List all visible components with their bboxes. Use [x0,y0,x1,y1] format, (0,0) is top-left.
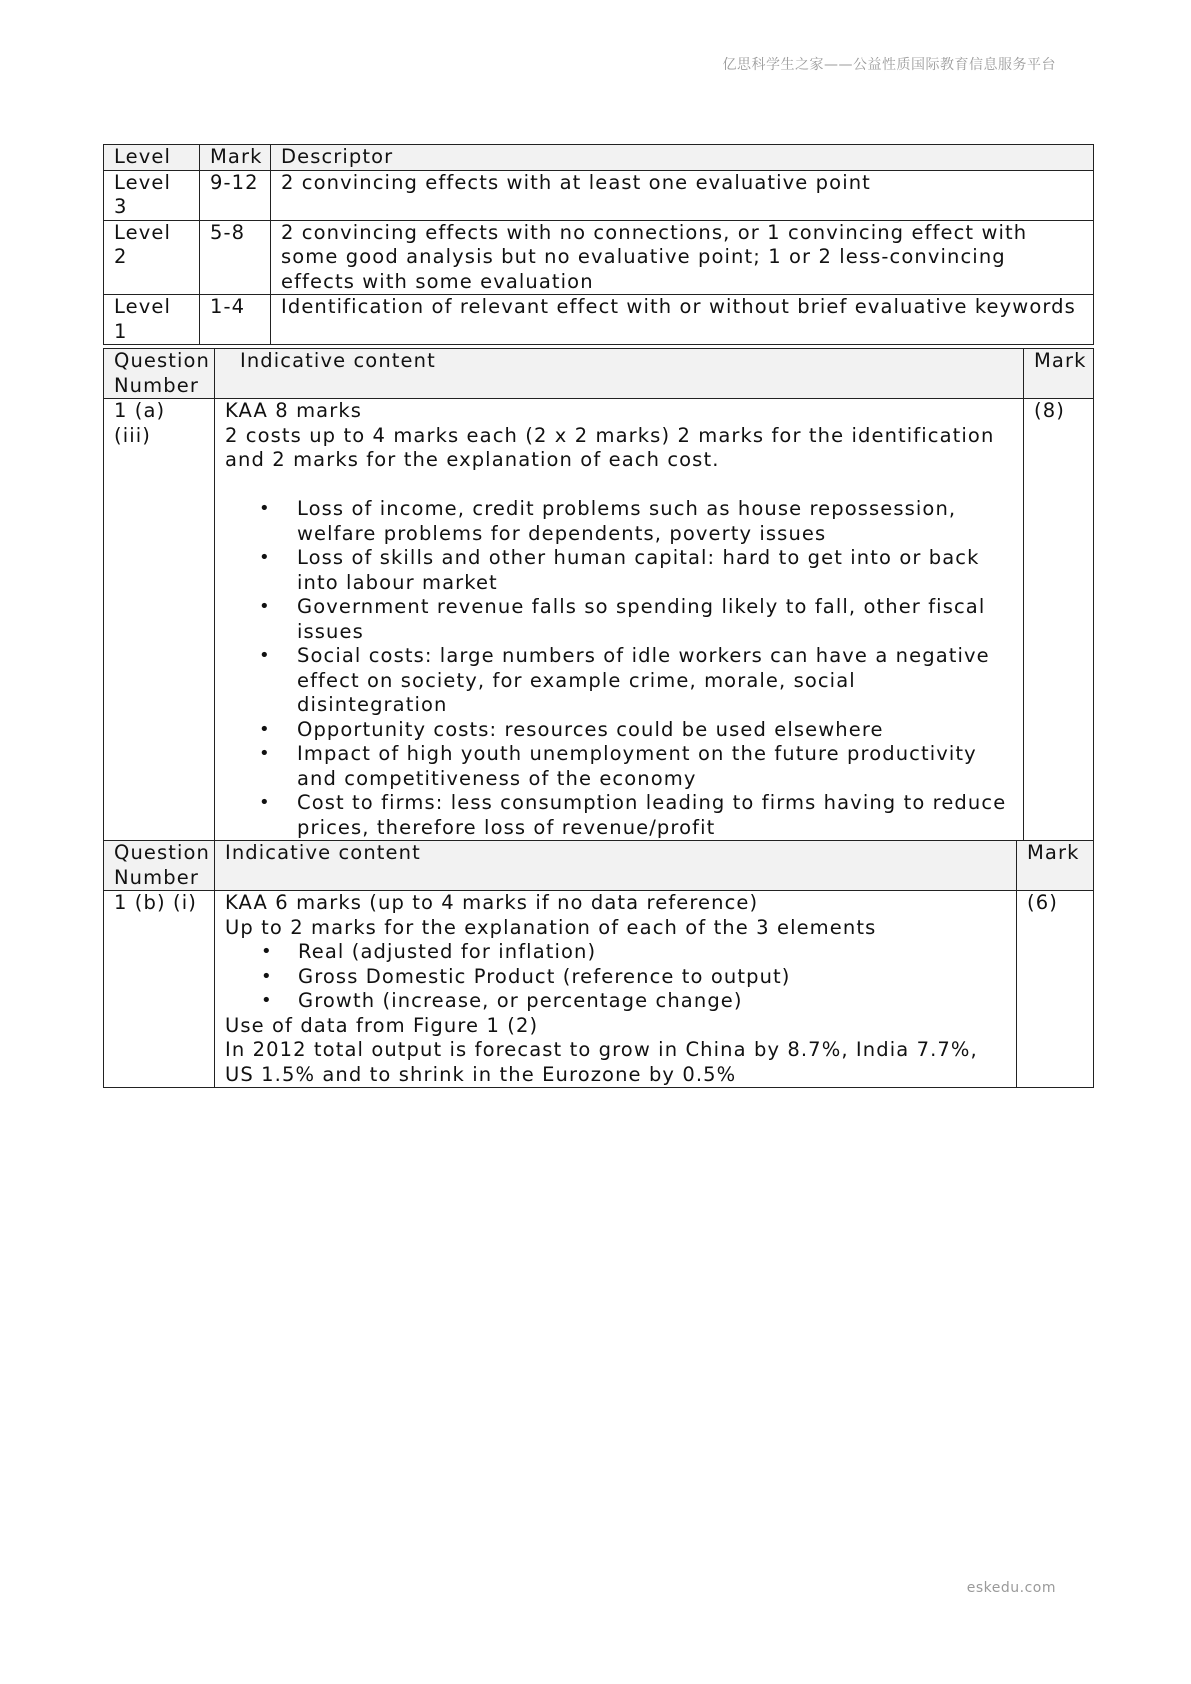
levels-header-descriptor: Descriptor [271,145,1094,171]
list-item: • Social costs: large numbers of idle workers can have a negative effect on society, for example crime, morale, social disintegration [225,644,1013,718]
list-item: • Loss of skills and other human capital: hard to get into or back into labour market [225,546,1013,595]
descriptor-cell: 2 convincing effects with no connections, or 1 convincing effect with some good analysis but no evaluative point; 1 or 2 less-convincing effects with some evaluation [271,220,1094,295]
q1b-mark: (6) [1017,891,1094,1088]
mark-range-cell: 1-4 [200,295,271,345]
q1b-content [215,891,1017,1088]
q1a-body-row [104,399,1094,841]
table-row [104,170,1094,220]
q1a-line2: 2 costs up to 4 marks each (2 x 2 marks) 2 marks for the identification and 2 marks for the explanation of each cost. [225,423,995,471]
q1a-header-content: Indicative content [215,349,1024,399]
spacer [225,473,1013,498]
table-row [104,295,1094,345]
header-note: 亿思科学生之家——公益性质国际教育信息服务平台 [722,57,1056,73]
q1b-line1: KAA 6 marks (up to 4 marks if no data reference) [225,891,759,914]
q1b-question-number: 1 (b) (i) [104,891,215,1088]
q1b-header-content: Indicative content [215,841,1017,891]
list-item: • Gross Domestic Product (reference to output) [225,965,1006,990]
level-cell: Level 3 [104,170,200,220]
list-item: • Government revenue falls so spending likely to fall, other fiscal issues [225,595,1013,644]
list-item: • Opportunity costs: resources could be used elsewhere [225,718,1013,743]
q1b-bullet-list [225,940,1006,1014]
descriptor-cell: Identification of relevant effect with or without brief evaluative keywords [271,295,1094,345]
q1b-header-question: Question Number [104,841,215,891]
q1b-header-row [104,841,1094,891]
table-row [104,220,1094,295]
q1b-line2: Up to 2 marks for the explanation of each of the 3 elements [225,915,877,939]
descriptor-cell: 2 convincing effects with at least one evaluative point [271,170,1094,220]
q1a-mark: (8) [1024,399,1094,841]
mark-range-cell: 5-8 [200,220,271,295]
q1a-question-number: 1 (a) (iii) [104,399,215,841]
list-item: • Impact of high youth unemployment on the future productivity and competitiveness of the economy [225,742,1013,791]
level-cell: Level 2 [104,220,200,295]
q1a-content [215,399,1024,841]
list-item: • Growth (increase, or percentage change) [225,989,1006,1014]
q1b-header-mark: Mark [1017,841,1094,891]
question-1a-iii-table [103,348,1094,841]
q1a-header-row [104,349,1094,399]
level-cell: Level 1 [104,295,200,345]
q1a-header-question: Question Number [104,349,215,399]
levels-table [103,144,1094,345]
q1a-line1: KAA 8 marks [225,399,362,422]
levels-header-mark: Mark [200,145,271,171]
q1a-bullet-list [225,497,1013,840]
q1b-line3: Use of data from Figure 1 (2) [225,1013,539,1037]
list-item: • Real (adjusted for inflation) [225,940,1006,965]
list-item: • Loss of income, credit problems such as house repossession, welfare problems for dependents, poverty issues [225,497,1013,546]
footer-note: eskedu.com [966,1580,1056,1596]
mark-range-cell: 9-12 [200,170,271,220]
q1b-body-row [104,891,1094,1088]
q1b-line4: In 2012 total output is forecast to grow in China by 8.7%, India 7.7%, US 1.5% and to shrink in the Eurozone by 0.5% [225,1038,978,1086]
list-item: • Cost to firms: less consumption leading to firms having to reduce prices, therefore loss of revenue/profit [225,791,1013,840]
levels-header-level: Level [104,145,200,171]
q1a-header-mark: Mark [1024,349,1094,399]
levels-header-row [104,145,1094,171]
question-1b-i-table [103,840,1094,1088]
